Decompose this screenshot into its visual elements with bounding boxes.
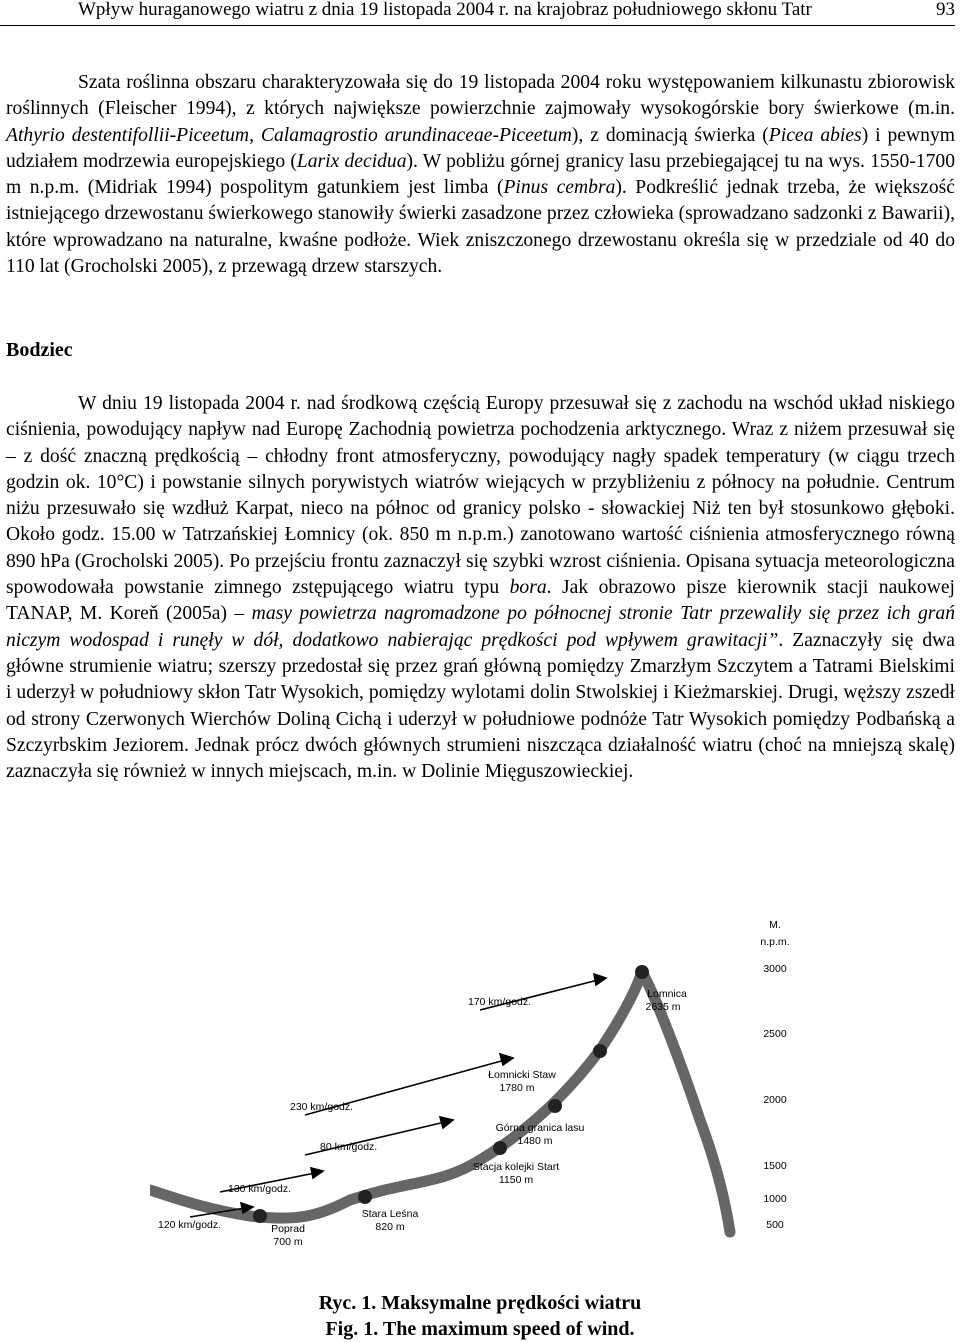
paragraph-stimulus: W dniu 19 listopada 2004 r. nad środkową częścią Europy przesuwał się z zachodu na wschód układ niskiego ciśnienia, powodujący napływ nad Europę Zachodnią powietrza pochodzenia arktycznego. Wraz z niżem przesuwał się – z dość znaczną prędkością – chłodny front atmosferyczny, powodujący nagły spadek temperatury (w ciągu trzech godzin ok. 10°C) i powstanie silnych porywistych wiatrów wiejących w przybliżeniu z północy na południe. Centrum niżu przesuwało się wzdłuż Karpat, nieco na północ od granicy polsko - słowackiej Niż ten był stosunkowo głęboki. Około godz. 15.00 w Tatrzańskiej Łomnicy (ok. 850 m n.p.m.) zanotowano wartość ciśnienia atmosferycznego równą 890 hPa (Grocholski 2005). Po przejściu frontu zaznaczył się szybki wzrost ciśnienia. Opisana sytuacja meteorologiczna spowodowała powstanie zimnego zstępującego wiatru typu bora. Jak obrazowo pisze kierownik stacji naukowej TANAP, M. Koreň (2005a) – masy powietrza nagromadzone po północnej stronie Tatr przewaliły się przez ich grań niczym wodospad i runęły w dół, dodatkowo nabierając prędkości pod wpływem grawitacji”. Zaznaczyły się dwa główne strumienie wiatru; szerszy przedostał się przez grań główną pomiędzy Zmarzłym Szczytem a Tatrami Bielskimi i uderzył w południowy skłon Tatr Wysokich, pomiędzy wylotami dolin Stwolskiej i Kieżmarskiej. Drugi, węższy zszedł od strony Czerwonych Wierchów Doliną Cichą i uderzył w południowe podnóże Tatr Wysokich pomiędzy Podbańską a Szczyrbskim Jeziorem. Jednak prócz dwóch głównych strumieni niszcząca działalność wiatru (choć na mniejszą skalę) zaznaczyła się również w innych miejscach, m.in. w Dolinie Mięguszowieckiej.: [6, 393, 955, 783]
station-name: Poprad: [271, 1223, 305, 1235]
station-altitude: 700 m: [273, 1236, 303, 1248]
station-dot: [493, 1141, 507, 1155]
station-name: Stacja kolejki Start: [472, 1161, 560, 1173]
axis-tick: 3000: [763, 963, 787, 975]
station-name: Stara Leśna: [361, 1208, 419, 1220]
station-altitude: 2635 m: [645, 1001, 681, 1013]
station-dot: [593, 1044, 607, 1058]
wind-speed-figure: [150, 910, 810, 1255]
axis-title-unit: n.p.m.: [760, 936, 790, 948]
axis-tick: 500: [766, 1219, 784, 1231]
running-header: [0, 0, 955, 26]
paragraph-vegetation: Szata roślinna obszaru charakteryzowała się do 19 listopada 2004 roku występowaniem kilkunastu zbiorowisk roślinnych (Fleischer 1994), z których największe powierzchnie zajmowały wysokogórskie bory świerkowe (m.in. Athyrio destentifollii-Piceetum, Calamagrostio arundinaceae-Piceetum), z dominacją świerka (Picea abies) i pewnym udziałem modrzewia europejskiego (Larix decidua). W pobliżu górnej granicy lasu przebiegającej tu na wys. 1550-1700 m n.p.m. (Midriak 1994) pospolitym gatunkiem jest limba (Pinus cembra). Podkreślić jednak trzeba, że większość istniejącego drzewostanu świerkowego stanowiły świerki zasadzone przez człowieka (sprowadzano sadzonki z Bawarii), które wprowadzano na naturalne, kwaśne podłoże. Wiek zniszczonego drzewostanu określa się w przedziale od 40 do 110 lat (Grocholski 2005), z przewagą drzew starszych.: [6, 72, 955, 278]
station-dot: [635, 965, 649, 979]
section-heading: Bodziec: [6, 339, 73, 361]
station-altitude: 1780 m: [499, 1082, 535, 1094]
axis-tick: 1500: [763, 1160, 787, 1172]
speed-label: 130 km/godz.: [228, 1183, 292, 1195]
axis-tick: 1000: [763, 1193, 787, 1205]
running-title: Wpływ huraganowego wiatru z dnia 19 listopada 2004 r. na krajobraz południowego skłonu Tatr: [78, 0, 812, 20]
axis-tick: 2000: [763, 1094, 787, 1106]
axis-title: M.: [769, 919, 781, 931]
station-altitude: 820 m: [375, 1221, 405, 1233]
speed-label: 170 km/godz.: [468, 996, 532, 1008]
station-dot: [358, 1190, 372, 1204]
station-name: Górna granica lasu: [495, 1122, 585, 1134]
station-dot: [548, 1099, 562, 1113]
station-altitude: 1480 m: [517, 1135, 553, 1147]
station-name: Łomnicki Staw: [488, 1069, 556, 1081]
station-altitude: 1150 m: [498, 1174, 534, 1186]
station-name: Łomnica: [647, 988, 687, 1000]
speed-label: 80 km/godz.: [320, 1141, 378, 1153]
station-dot: [253, 1209, 267, 1223]
page-number: 93: [936, 0, 955, 20]
figure-caption-en: Fig. 1. The maximum speed of wind.: [325, 1318, 635, 1340]
altitude-profile-diagram: [150, 910, 810, 1255]
figure-caption-pl: Ryc. 1. Maksymalne prędkości wiatru: [318, 1292, 642, 1314]
axis-tick: 2500: [763, 1028, 787, 1040]
speed-label: 120 km/godz.: [158, 1219, 222, 1231]
speed-label: 230 km/godz.: [290, 1101, 354, 1113]
